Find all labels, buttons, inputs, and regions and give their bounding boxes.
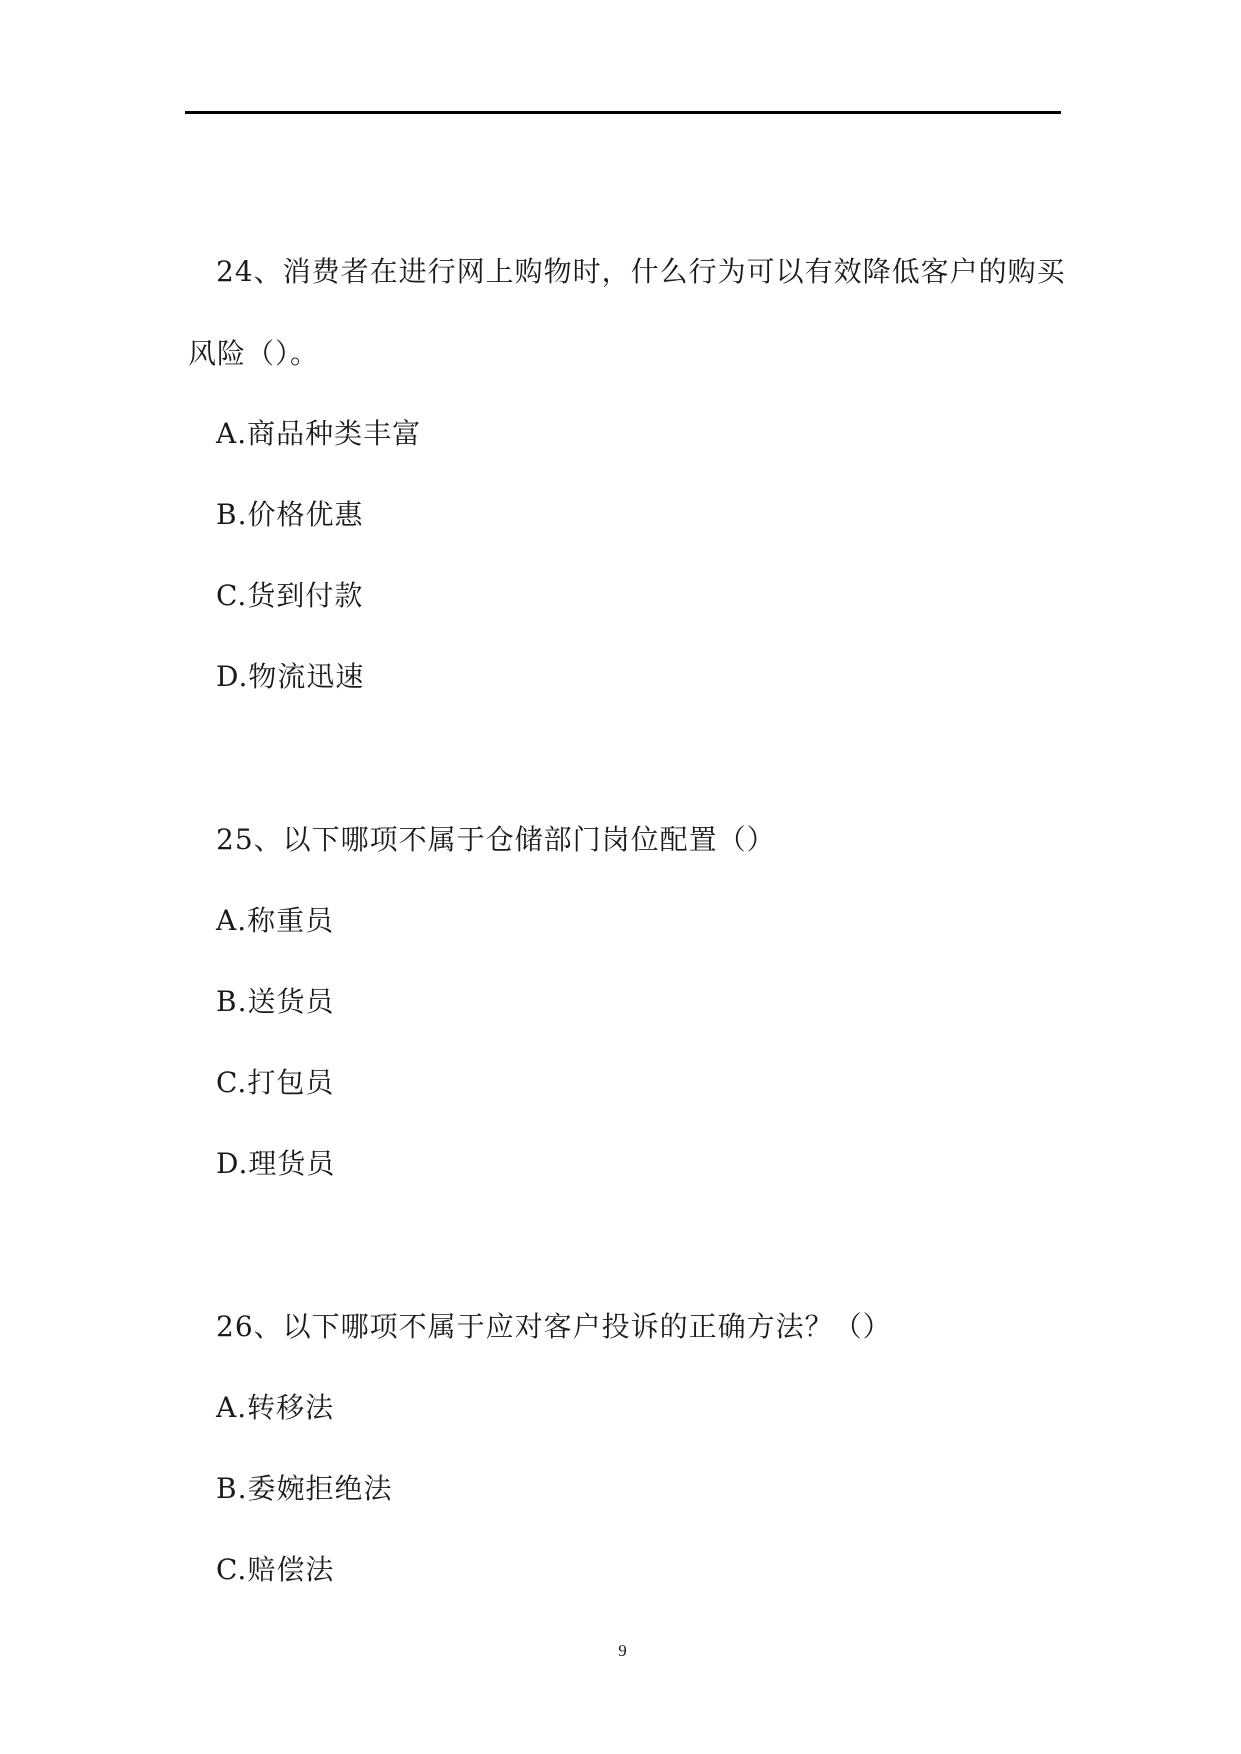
question-24-option-b: B.价格优惠	[216, 498, 364, 531]
question-24-stem-line2: 风险（）。	[188, 337, 320, 370]
page-number: 9	[618, 1641, 627, 1660]
question-24-stem-line1: 24、消费者在进行网上购物时，什么行为可以有效降低客户的购买	[216, 255, 1066, 288]
question-26-option-a: A.转移法	[216, 1391, 335, 1424]
question-25-option-d: D.理货员	[216, 1147, 336, 1180]
question-25-option-b: B.送货员	[216, 985, 335, 1018]
question-24-option-d: D.物流迅速	[216, 660, 365, 693]
question-25-stem: 25、以下哪项不属于仓储部门岗位配置（）	[216, 823, 776, 856]
question-25-option-a: A.称重员	[216, 904, 335, 937]
question-24-option-c: C.货到付款	[216, 579, 364, 612]
question-25-option-c: C.打包员	[216, 1066, 335, 1099]
question-26-option-b: B.委婉拒绝法	[216, 1472, 393, 1505]
question-26-stem: 26、以下哪项不属于应对客户投诉的正确方法？（）	[216, 1310, 892, 1343]
question-24-option-a: A.商品种类丰富	[216, 417, 422, 450]
question-26-option-c: C.赔偿法	[216, 1553, 335, 1586]
header-rule	[185, 111, 1061, 114]
